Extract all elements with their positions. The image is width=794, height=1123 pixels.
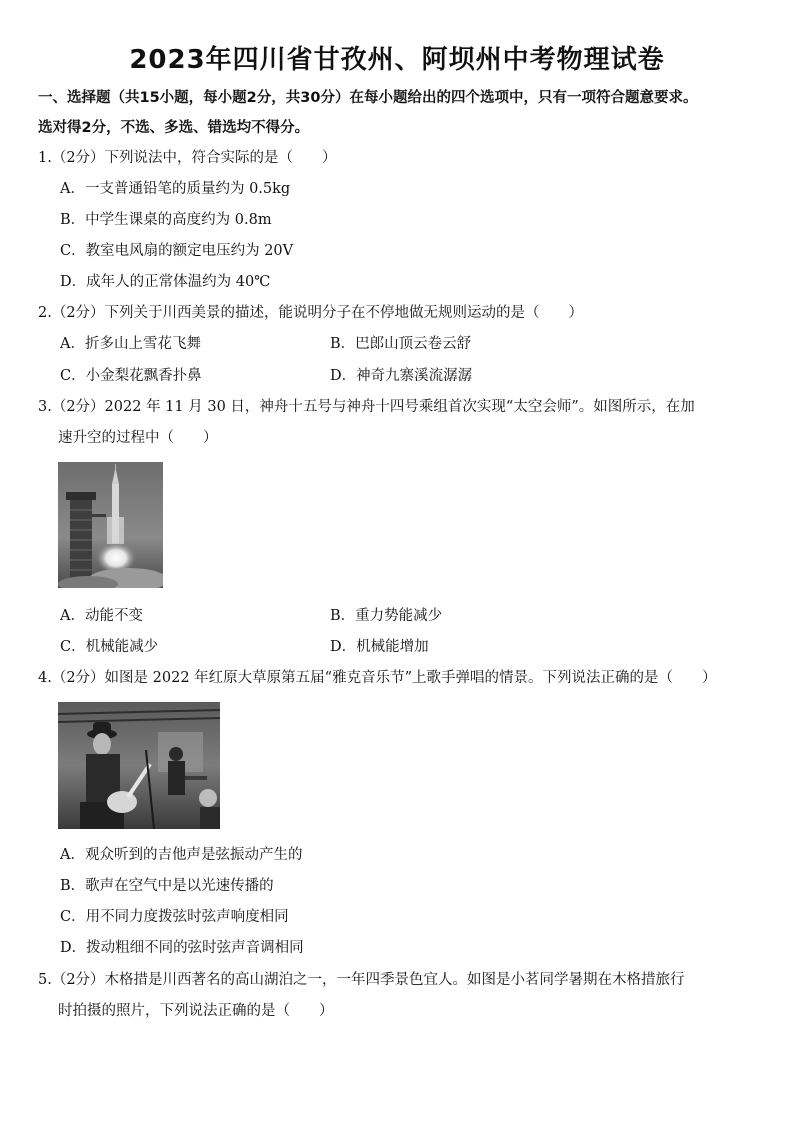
- section-heading-line2: 选对得2分，不选、多选、错选均不得分。: [38, 120, 310, 136]
- question-2-stem: 2.（2分）下列关于川西美景的描述，能说明分子在不停地做无规则运动的是（ ）: [38, 305, 584, 321]
- question-4-option-b: B．歌声在空气中是以光速传播的: [60, 878, 274, 894]
- question-3-option-d: D．机械能增加: [330, 639, 429, 655]
- question-3-stem-line1: 3.（2分）2022 年 11 月 30 日，神舟十五号与神舟十四号乘组首次实现“太空会师”。如图所示，在加: [38, 399, 695, 415]
- rocket-launch-photo: [58, 462, 163, 588]
- question-4-option-c: C．用不同力度拨弦时弦声响度相同: [60, 909, 289, 925]
- concert-image: [58, 702, 220, 829]
- question-2-option-b: B．巴郎山顶云卷云舒: [330, 336, 472, 352]
- question-1-option-c: C．教室电风扇的额定电压约为 20V: [60, 243, 294, 259]
- question-1-option-b: B．中学生课桌的高度约为 0.8m: [60, 212, 272, 228]
- page-title: 2023年四川省甘孜州、阿坝州中考物理试卷: [129, 45, 665, 75]
- question-1-stem: 1.（2分）下列说法中，符合实际的是（ ）: [38, 150, 337, 166]
- question-4-option-d: D．拨动粗细不同的弦时弦声音调相同: [60, 940, 304, 956]
- question-2-option-c: C．小金梨花飘香扑鼻: [60, 368, 202, 384]
- section-heading-line1: 一、选择题（共15小题，每小题2分，共30分）在每小题给出的四个选项中，只有一项符合题意要求。: [38, 90, 698, 106]
- question-3-option-a: A．动能不变: [60, 608, 143, 624]
- question-5-stem-line2: 时拍摄的照片，下列说法正确的是（ ）: [58, 1003, 334, 1019]
- question-3-option-b: B．重力势能减少: [330, 608, 443, 624]
- question-4-option-a: A．观众听到的吉他声是弦振动产生的: [60, 847, 303, 863]
- question-2-option-d: D．神奇九寨溪流潺潺: [330, 368, 473, 384]
- rocket-launch-image: [58, 462, 163, 588]
- question-1-option-d: D．成年人的正常体温约为 40℃: [60, 274, 271, 290]
- question-5-stem-line1: 5.（2分）木格措是川西著名的高山湖泊之一，一年四季景色宜人。如图是小茗同学暑期在木格措旅行: [38, 972, 685, 988]
- question-3-stem-line2: 速升空的过程中（ ）: [58, 430, 218, 446]
- concert-photo: [58, 702, 220, 829]
- question-1-option-a: A．一支普通铅笔的质量约为 0.5kg: [60, 181, 291, 197]
- question-3-option-c: C．机械能减少: [60, 639, 159, 655]
- question-2-option-a: A．折多山上雪花飞舞: [60, 336, 201, 352]
- question-4-stem: 4.（2分）如图是 2022 年红原大草原第五届“雅克音乐节”上歌手弹唱的情景。下列说法正确的是（ ）: [38, 670, 717, 686]
